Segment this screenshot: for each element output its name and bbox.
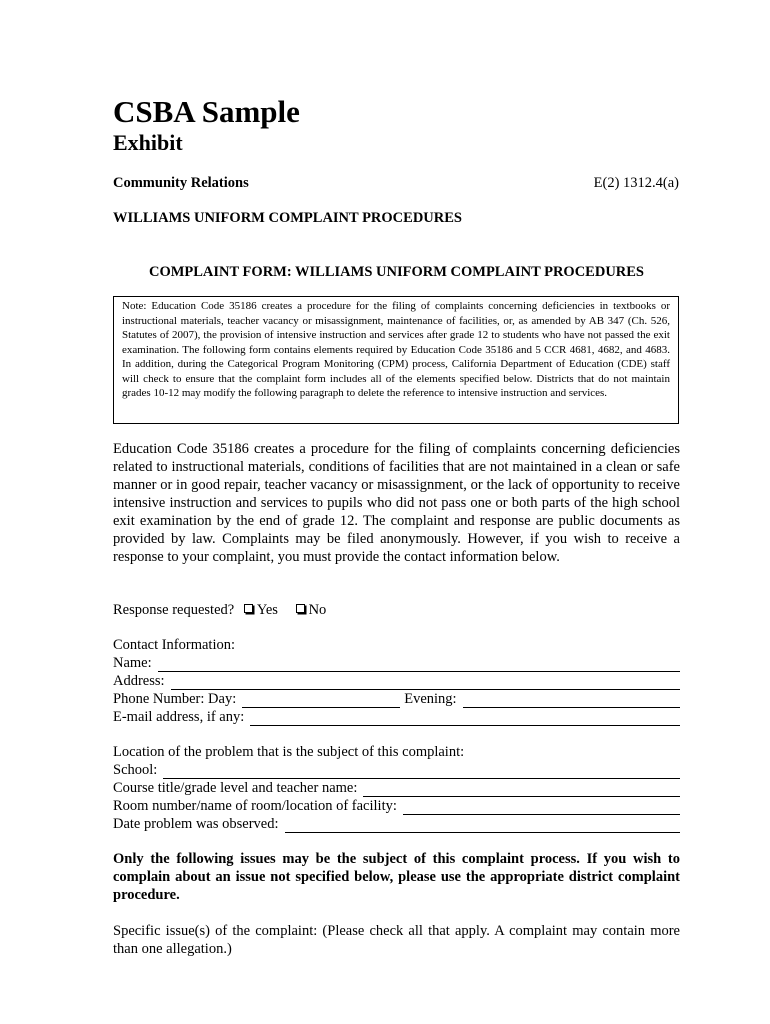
room-row xyxy=(113,797,680,815)
specific-issues-text: Specific issue(s) of the complaint: (Please check all that apply. A complaint may contain more than one allegation.) xyxy=(113,923,680,957)
phone-evening-field[interactable] xyxy=(463,692,680,708)
phone-day-field[interactable] xyxy=(242,692,400,708)
no-checkbox[interactable] xyxy=(296,604,305,613)
school-label: School: xyxy=(113,762,158,778)
document-subtitle: Exhibit xyxy=(113,130,183,155)
email-label: E-mail address, if any: xyxy=(113,709,245,725)
school-field[interactable] xyxy=(163,763,680,779)
date-field[interactable] xyxy=(285,817,681,833)
address-field[interactable] xyxy=(171,674,680,690)
document-title: CSBA Sample xyxy=(113,94,300,129)
no-label: No xyxy=(308,602,327,618)
exhibit-code: E(2) 1312.4(a) xyxy=(593,175,679,191)
name-row xyxy=(113,654,680,672)
address-row xyxy=(113,672,680,690)
date-label: Date problem was observed: xyxy=(113,816,279,832)
name-label: Name: xyxy=(113,655,152,671)
school-row xyxy=(113,761,680,779)
date-row xyxy=(113,815,680,833)
email-row xyxy=(113,708,680,726)
section-label: Community Relations xyxy=(113,175,249,191)
response-label: Response requested? xyxy=(113,602,235,618)
address-label: Address: xyxy=(113,673,165,689)
yes-checkbox[interactable] xyxy=(244,604,253,613)
yes-label: Yes xyxy=(256,602,278,618)
course-field[interactable] xyxy=(363,781,680,797)
intro-paragraph: Education Code 35186 creates a procedure for the filing of complaints concerning deficiencies related to instructional materials, conditions of facilities that are not maintained in a clean or safe manner or in good repair, teacher vacancy or misassignment, or the lack of opportunity to receive intensive instruction and services to pupils who did not pass one or both parts of the high school exit examination by the end of grade 12. The complaint and response are public documents as provided by law. Complaints may be filed anonymously. However, if you wish to receive a response to your complaint, you must provide the contact information below. xyxy=(113,441,680,565)
room-label: Room number/name of room/location of facility: xyxy=(113,798,397,814)
course-label: Course title/grade level and teacher name: xyxy=(113,780,358,796)
phone-evening-label: Evening: xyxy=(404,691,457,707)
location-heading: Location of the problem that is the subject of this complaint: xyxy=(113,744,465,760)
contact-heading: Contact Information: xyxy=(113,637,236,653)
email-field[interactable] xyxy=(250,710,680,726)
response-requested-row xyxy=(113,601,326,619)
note-text: Note: Education Code 35186 creates a procedure for the filing of complaints concerning deficiencies in textbooks or instructional materials, teacher vacancy or misassignment, maintenance of facilities, or, as amended by AB 347 (Ch. 526, Statutes of 2007), the provision of intensive instruction and services after grade 12 to students who have not passed the exit examination. The following form contains elements required by Education Code 35186 and 5 CCR 4681, 4682, and 4683. In addition, during the Categorical Program Monitoring (CPM) process, California Department of Education (CDE) staff will check to ensure that the complaint form includes all of the elements specified below. Districts that do not maintain grades 10-12 may modify the following paragraph to delete the reference to intensive instruction and services. xyxy=(122,300,670,400)
phone-row xyxy=(113,690,680,708)
phone-day-label: Phone Number: Day: xyxy=(113,691,237,707)
issues-notice: Only the following issues may be the subject of this complaint process. If you wish to complain about an issue not specified below, please use the appropriate district complaint procedure. xyxy=(113,851,680,903)
room-field[interactable] xyxy=(403,799,680,815)
form-title: COMPLAINT FORM: WILLIAMS UNIFORM COMPLAINT PROCEDURES xyxy=(148,264,645,280)
name-field[interactable] xyxy=(158,656,680,672)
course-row xyxy=(113,779,680,797)
note-box xyxy=(113,296,679,424)
policy-title: WILLIAMS UNIFORM COMPLAINT PROCEDURES xyxy=(113,210,462,226)
